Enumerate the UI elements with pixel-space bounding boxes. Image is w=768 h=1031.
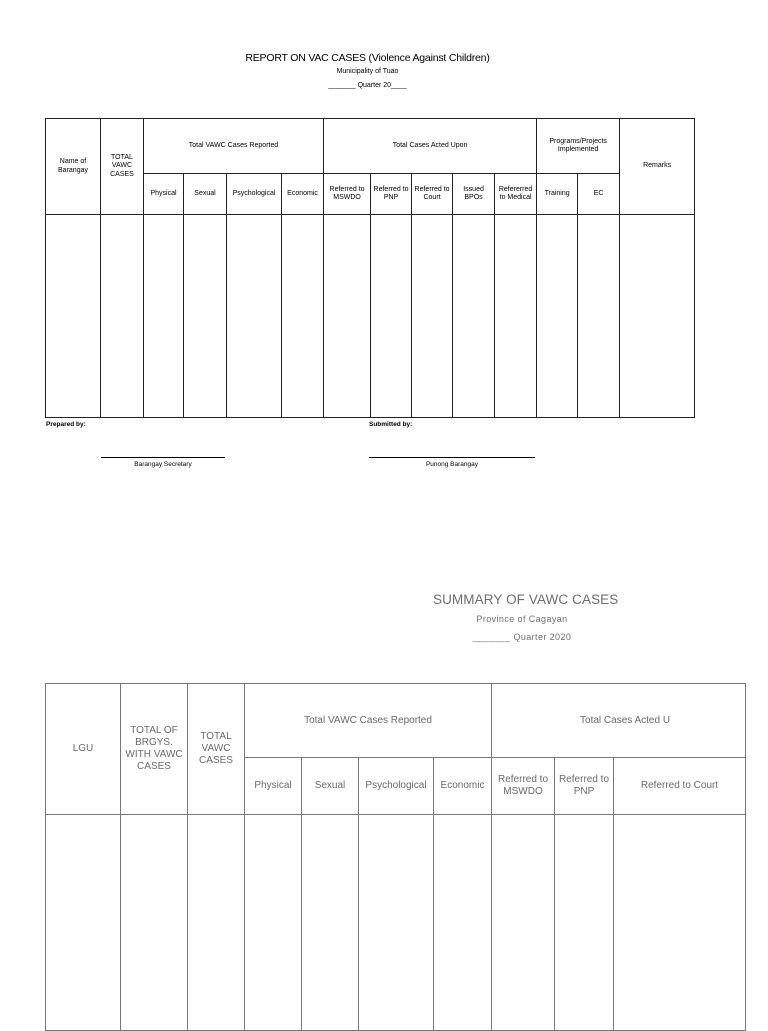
- table-cell[interactable]: [495, 215, 537, 418]
- prepared-by-signature-line[interactable]: [101, 457, 225, 458]
- header-ec: EC: [578, 174, 620, 215]
- header-sexual: Sexual: [184, 174, 227, 215]
- header-total-vawc-cases: TOTAL VAWC CASES: [101, 119, 144, 215]
- header-programs-projects: Programs/Projects Implemented: [537, 119, 620, 174]
- header-total-cases-acted-upon: Total Cases Acted U: [492, 684, 746, 758]
- table-cell[interactable]: [434, 815, 492, 1031]
- header-lgu: LGU: [46, 684, 121, 815]
- vawc-summary-table: [45, 683, 746, 1031]
- table-row: [46, 215, 695, 418]
- header-total-vawc-cases: TOTAL VAWC CASES: [188, 684, 245, 815]
- report-municipality: Municipality of Tuao: [336, 68, 399, 75]
- report-quarter: _______ Quarter 20____: [328, 82, 407, 89]
- header-economic: Economic: [282, 174, 324, 215]
- header-referred-mswdo: Referred to MSWDO: [324, 174, 371, 215]
- prepared-by-role: Barangay Secretary: [134, 461, 192, 468]
- header-total-vawc-reported: Total VAWC Cases Reported: [144, 119, 324, 174]
- table-cell[interactable]: [412, 215, 453, 418]
- submitted-by-label: Submitted by:: [369, 421, 413, 428]
- table-cell[interactable]: [620, 215, 695, 418]
- table-cell[interactable]: [578, 215, 620, 418]
- header-psychological: Psychological: [227, 174, 282, 215]
- header-sexual: Sexual: [302, 758, 359, 815]
- table-cell[interactable]: [121, 815, 188, 1031]
- header-total-brgys: TOTAL OF BRGYS. WITH VAWC CASES: [121, 684, 188, 815]
- submitted-by-role: Punong Barangay: [425, 461, 479, 468]
- table-cell[interactable]: [184, 215, 227, 418]
- table-cell[interactable]: [46, 215, 101, 418]
- header-referred-mswdo: Referred to MSWDO: [492, 758, 555, 815]
- header-referred-pnp: Referred to PNP: [371, 174, 412, 215]
- table-cell[interactable]: [359, 815, 434, 1031]
- table-row: [46, 815, 746, 1031]
- table-cell[interactable]: [245, 815, 302, 1031]
- table-cell[interactable]: [227, 215, 282, 418]
- header-total-cases-acted-upon: Total Cases Acted Upon: [324, 119, 537, 174]
- header-psychological: Psychological: [359, 758, 434, 815]
- header-remarks: Remarks: [620, 119, 695, 215]
- header-referred-court: Referred to Court: [412, 174, 453, 215]
- header-name-of-barangay: Name of Barangay: [46, 119, 101, 215]
- submitted-by-signature-line[interactable]: [369, 457, 535, 458]
- header-training: Training: [537, 174, 578, 215]
- header-physical: Physical: [245, 758, 302, 815]
- header-referred-pnp: Referred to PNP: [555, 758, 614, 815]
- table-cell[interactable]: [555, 815, 614, 1031]
- table-cell[interactable]: [302, 815, 359, 1031]
- table-cell[interactable]: [188, 815, 245, 1031]
- header-physical: Physical: [144, 174, 184, 215]
- table-cell[interactable]: [492, 815, 555, 1031]
- header-issued-bpos: Issued BPOs: [453, 174, 495, 215]
- prepared-by-label: Prepared by:: [46, 421, 86, 428]
- summary-province: Province of Cagayan: [476, 614, 568, 624]
- header-referred-court: Referred to Court: [614, 758, 746, 815]
- vac-report-table: [45, 118, 695, 418]
- summary-title: SUMMARY OF VAWC CASES: [433, 592, 619, 607]
- summary-table-viewport: [0, 683, 719, 1024]
- table-cell[interactable]: [453, 215, 495, 418]
- table-cell[interactable]: [371, 215, 412, 418]
- table-cell[interactable]: [324, 215, 371, 418]
- table-cell[interactable]: [537, 215, 578, 418]
- table-cell[interactable]: [101, 215, 144, 418]
- header-economic: Economic: [434, 758, 492, 815]
- table-cell[interactable]: [144, 215, 184, 418]
- header-total-vawc-reported: Total VAWC Cases Reported: [245, 684, 492, 758]
- table-cell[interactable]: [46, 815, 121, 1031]
- header-referred-medical: Refererred to Medical: [495, 174, 537, 215]
- report-title: REPORT ON VAC CASES (Violence Against Children): [245, 52, 490, 64]
- table-cell[interactable]: [614, 815, 746, 1031]
- table-cell[interactable]: [282, 215, 324, 418]
- summary-quarter: _______ Quarter 2020: [472, 632, 572, 642]
